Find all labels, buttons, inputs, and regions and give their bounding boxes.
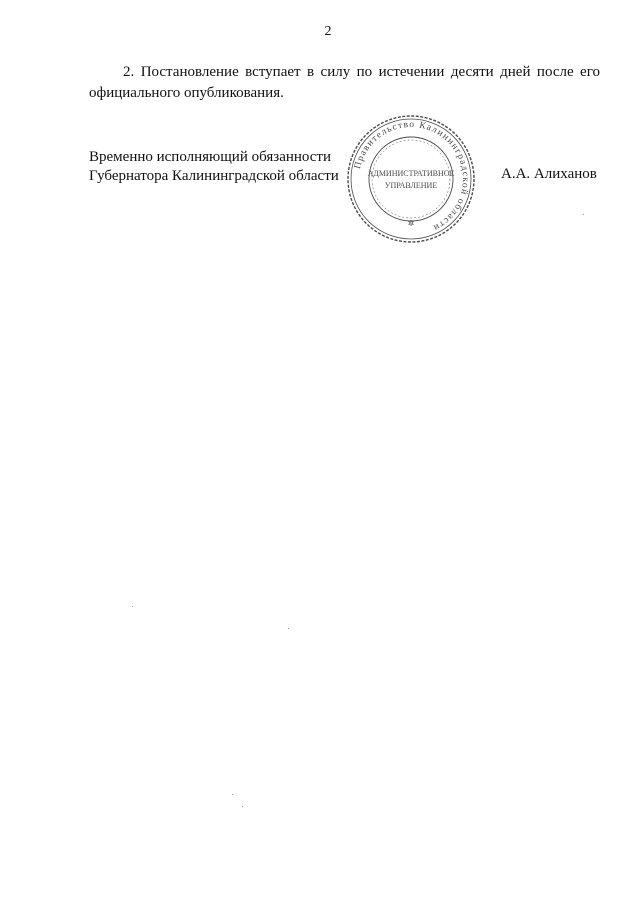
scan-speck xyxy=(583,214,584,215)
seal-center-line-2: УПРАВЛЕНИЕ xyxy=(384,181,438,190)
seal-center-line-1: АДМИНИСТРАТИВНОЕ xyxy=(367,169,455,178)
seal-outer-text: Правительство Калининградской области xyxy=(353,119,471,233)
seal-star-icon: ✲ xyxy=(407,219,415,228)
signer-name: А.А. Алиханов xyxy=(501,166,597,182)
official-seal xyxy=(344,114,478,244)
scan-speck xyxy=(288,628,289,629)
scan-speck xyxy=(132,606,133,607)
signer-title-line-1: Временно исполняющий обязанности xyxy=(89,149,332,165)
signer-title-line-2: Губернатора Калининградской области xyxy=(89,168,339,184)
page-number: 2 xyxy=(324,24,332,39)
scan-speck xyxy=(232,794,233,795)
scan-speck xyxy=(242,806,243,807)
signer-title xyxy=(89,148,339,186)
decree-paragraph: 2. Постановление вступает в силу по истечении десяти дней после его официального опубликования. xyxy=(89,64,600,101)
